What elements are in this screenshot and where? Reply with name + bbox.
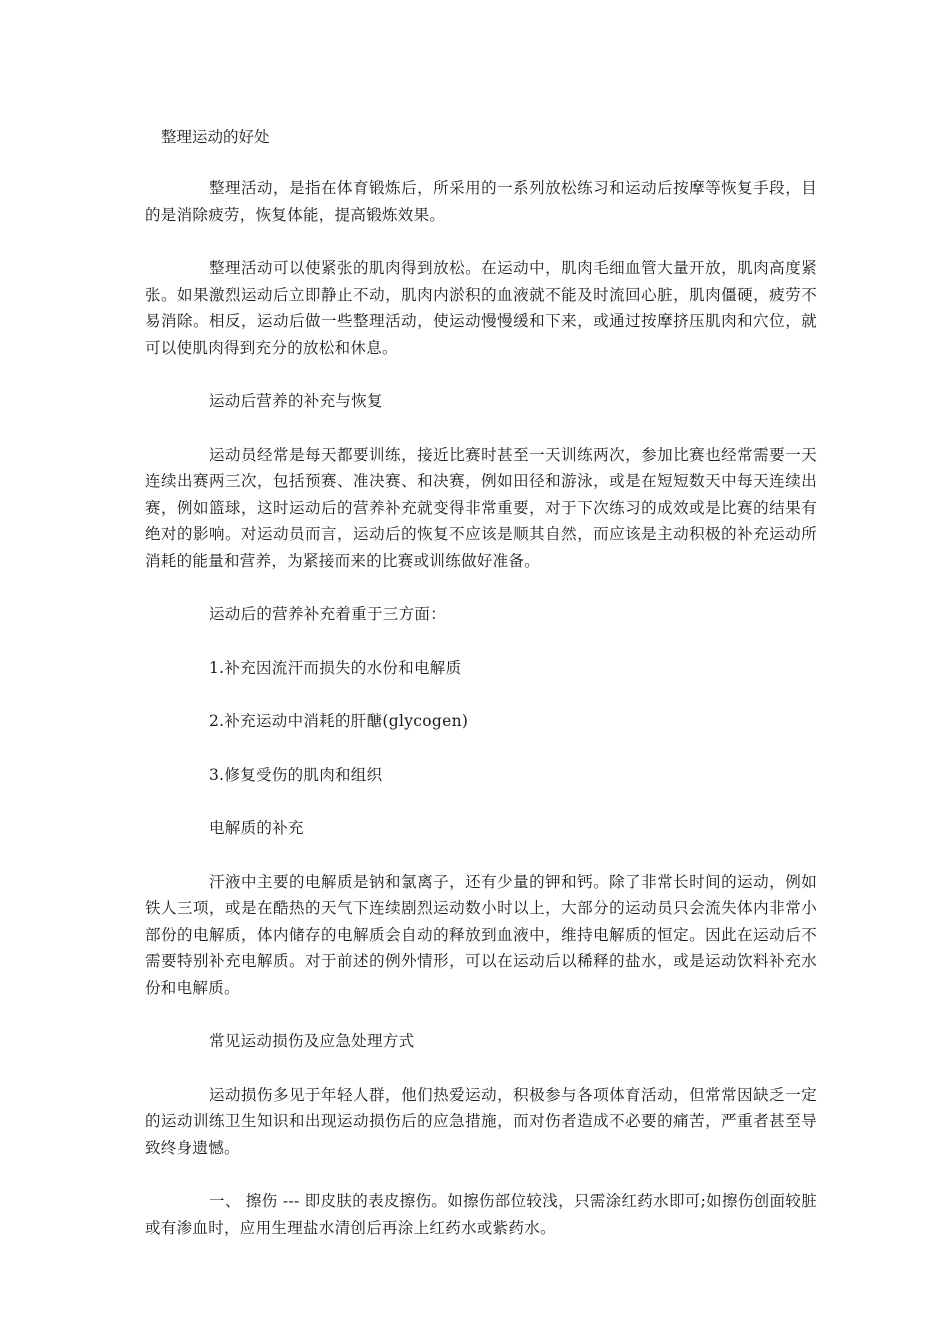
section-heading-electrolytes: 电解质的补充 — [209, 819, 304, 837]
paragraph-5: 汗液中主要的电解质是钠和氯离子，还有少量的钾和钙。除了非常长时间的运动，例如铁人三项，或是在酷热的天气下连续剧烈运动数小时以上，大部分的运动员只会流失体内非常小部份的电解质，体内储存的电解质会自动的释放到血液中，维持电解质的恒定。因此在运动后不需要特别补充电解质。对于前述的例外情形，可以在运动后以稀释的盐水，或是运动饮料补充水份和电解质。 — [145, 872, 817, 997]
paragraph-3: 运动员经常是每天都要训练，接近比赛时甚至一天训练两次，参加比赛也经常需要一天连续出赛两三次，包括预赛、准决赛、和决赛，例如田径和游泳，或是在短短数天中每天连续出赛，例如篮球，这时运动后的营养补充就变得非常重要，对于下次练习的成效或是比赛的结果有绝对的影响。对运动员而言，运动后的恢复不应该是顺其自然，而应该是主动积极的补充运动所消耗的能量和营养，为紧接而来的比赛或训练做好准备。 — [145, 445, 817, 570]
list-item-2: 2.补充运动中消耗的肝醣(glycogen) — [209, 712, 469, 730]
section-heading-injuries: 常见运动损伤及应急处理方式 — [209, 1032, 415, 1050]
paragraph-2: 整理活动可以使紧张的肌肉得到放松。在运动中，肌肉毛细血管大量开放，肌肉高度紧张。如果激烈运动后立即静止不动，肌肉内淤积的血液就不能及时流回心脏，肌肉僵硬，疲劳不易消除。相反，运动后做一些整理活动，使运动慢慢缓和下来，或通过按摩挤压肌肉和穴位，就可以使肌肉得到充分的放松和休息。 — [145, 259, 817, 357]
paragraph-1: 整理活动，是指在体育锻炼后，所采用的一系列放松练习和运动后按摩等恢复手段，目的是消除疲劳，恢复体能，提高锻炼效果。 — [145, 179, 817, 224]
paragraph-6: 运动损伤多见于年轻人群，他们热爱运动，积极参与各项体育活动，但常常因缺乏一定的运动训练卫生知识和出现运动损伤后的应急措施，而对伤者造成不必要的痛苦，严重者甚至导致终身遗憾。 — [145, 1085, 817, 1157]
document-page — [145, 124, 817, 1268]
document-title: 整理运动的好处 — [161, 128, 270, 146]
paragraph-4: 运动后的营养补充着重于三方面： — [209, 605, 447, 623]
list-item-3: 3.修复受伤的肌肉和组织 — [209, 765, 383, 784]
paragraph-7: 一、 擦伤 --- 即皮肤的表皮擦伤。如擦伤部位较浅，只需涂红药水即可;如擦伤创面较脏或有渗血时，应用生理盐水清创后再涂上红药水或紫药水。 — [145, 1192, 817, 1237]
section-heading-nutrition: 运动后营养的补充与恢复 — [209, 392, 383, 410]
list-item-1: 1.补充因流汗而损失的水份和电解质 — [209, 658, 462, 677]
